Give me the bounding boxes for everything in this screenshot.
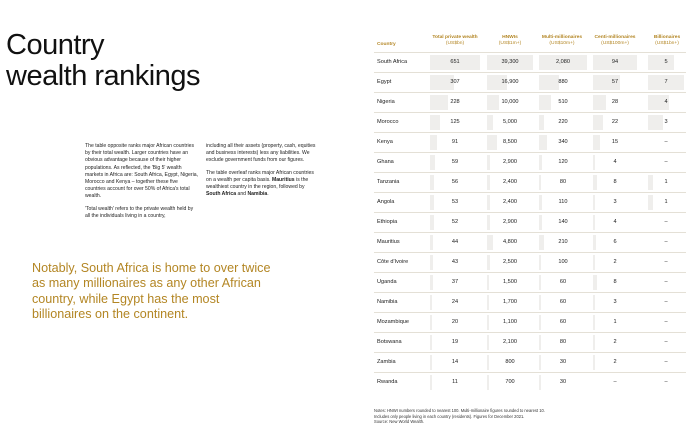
multi-value: 110	[558, 199, 568, 205]
multi-cell	[539, 253, 587, 272]
multi-bar	[539, 235, 544, 250]
hnwi-value: 4,800	[503, 239, 517, 245]
centi-cell	[593, 113, 637, 132]
total-bar	[430, 295, 432, 310]
centi-bar	[593, 175, 597, 190]
bil-bar	[648, 55, 674, 70]
multi-cell	[539, 373, 587, 392]
hnwi-bar	[487, 315, 489, 330]
bil-cell	[648, 133, 684, 152]
centi-bar	[593, 135, 600, 150]
centi-value: 4	[613, 159, 617, 165]
hnwi-cell	[487, 113, 533, 132]
bil-cell	[648, 373, 684, 392]
centi-value: 6	[613, 239, 617, 245]
hnwi-cell	[487, 173, 533, 192]
total-bar	[430, 335, 432, 350]
total-bar	[430, 355, 432, 370]
centi-value: 2	[613, 259, 617, 265]
multi-bar	[539, 335, 541, 350]
hnwi-bar	[487, 235, 493, 250]
bil-bar	[648, 175, 653, 190]
multi-value: 30	[559, 359, 567, 365]
hnwi-bar	[487, 195, 490, 210]
hnwi-value: 2,400	[503, 199, 517, 205]
centi-bar	[593, 215, 595, 230]
bil-cell	[648, 313, 684, 332]
country-name: Tanzania	[377, 179, 400, 185]
bil-value: –	[664, 239, 668, 245]
hnwi-bar	[487, 95, 499, 110]
bil-value: 1	[664, 179, 668, 185]
total-cell	[430, 213, 480, 232]
multi-bar	[539, 315, 541, 330]
centi-cell	[593, 333, 637, 352]
hnwi-value: 2,500	[503, 259, 517, 265]
hnwi-bar	[487, 295, 489, 310]
table-row	[374, 212, 686, 232]
centi-value: 3	[613, 199, 617, 205]
country-name: Mozambique	[377, 319, 410, 325]
bil-cell	[648, 253, 684, 272]
multi-value: 880	[558, 79, 568, 85]
hnwi-value: 700	[505, 379, 515, 385]
table-row	[374, 332, 686, 352]
total-cell	[430, 333, 480, 352]
country-name: Zambia	[377, 359, 396, 365]
centi-value: 8	[613, 279, 617, 285]
total-value: 37	[451, 279, 459, 285]
multi-value: 30	[559, 379, 567, 385]
hnwi-cell	[487, 333, 533, 352]
bil-value: –	[664, 299, 668, 305]
centi-cell	[593, 373, 637, 392]
centi-cell	[593, 93, 637, 112]
intro-paragraph: 'Total wealth' refers to the private wealth held by all the individuals living in a country,	[85, 205, 194, 219]
multi-value: 220	[558, 119, 568, 125]
hnwi-bar	[487, 215, 490, 230]
hnwi-bar	[487, 275, 489, 290]
total-cell	[430, 93, 480, 112]
total-bar	[430, 215, 434, 230]
intro-paragraph: The table opposite ranks major African countries by their total wealth. Larger countries have an obvious advantage because of their higher populations. As reflected, the 'Big 5' wealth markets in Africa are: South Africa, Egypt, Nigeria, Morocco and Kenya – together these five countries account for over 50% of Africa's total wealth.	[85, 143, 198, 200]
centi-cell	[593, 73, 637, 92]
hnwi-bar	[487, 115, 493, 130]
hnwi-value: 39,300	[501, 59, 519, 65]
total-cell	[430, 113, 480, 132]
multi-bar	[539, 95, 551, 110]
centi-value: 57	[611, 79, 619, 85]
multi-value: 80	[559, 339, 567, 345]
hnwi-cell	[487, 373, 533, 392]
total-bar	[430, 195, 434, 210]
country-name: Uganda	[377, 279, 397, 285]
multi-cell	[539, 73, 587, 92]
centi-cell	[593, 253, 637, 272]
centi-cell	[593, 173, 637, 192]
total-value: 651	[450, 59, 460, 65]
bil-cell	[648, 113, 684, 132]
bil-cell	[648, 233, 684, 252]
multi-bar	[539, 275, 541, 290]
table-row	[374, 272, 686, 292]
bil-bar	[648, 115, 663, 130]
intro-paragraph: The table overleaf ranks major African countries on a wealth per capita basis. Mauritius is the wealthiest country in the region, followed by South Africa and Namibia.	[206, 169, 314, 198]
bil-cell	[648, 173, 684, 192]
table-row	[374, 352, 686, 372]
total-cell	[430, 133, 480, 152]
total-value: 125	[450, 119, 460, 125]
country-name: Kenya	[377, 139, 393, 145]
bil-value: –	[664, 259, 668, 265]
country-name: Morocco	[377, 119, 399, 125]
total-bar	[430, 175, 434, 190]
hnwi-bar	[487, 375, 489, 390]
header-country: Country	[377, 42, 396, 47]
table-row	[374, 52, 686, 72]
country-name: Ethiopia	[377, 219, 398, 225]
hnwi-value: 800	[505, 359, 515, 365]
table-row	[374, 292, 686, 312]
total-bar	[430, 155, 435, 170]
bil-value: –	[664, 139, 668, 145]
multi-cell	[539, 173, 587, 192]
centi-value: –	[613, 379, 617, 385]
hnwi-value: 2,900	[503, 219, 517, 225]
multi-cell	[539, 273, 587, 292]
multi-value: 510	[558, 99, 568, 105]
hnwi-bar	[487, 335, 489, 350]
hnwi-bar	[487, 155, 490, 170]
total-value: 20	[451, 319, 459, 325]
multi-value: 2,080	[556, 59, 570, 65]
multi-bar	[539, 155, 542, 170]
hnwi-cell	[487, 273, 533, 292]
hnwi-value: 2,100	[503, 339, 517, 345]
total-cell	[430, 273, 480, 292]
total-value: 91	[451, 139, 459, 145]
hnwi-value: 8,500	[503, 139, 517, 145]
total-cell	[430, 293, 480, 312]
total-cell	[430, 153, 480, 172]
hnwi-value: 10,000	[501, 99, 519, 105]
multi-value: 60	[559, 319, 567, 325]
total-value: 19	[451, 339, 459, 345]
bil-cell	[648, 153, 684, 172]
bil-value: 4	[664, 99, 668, 105]
multi-value: 60	[559, 279, 567, 285]
bil-bar	[648, 195, 653, 210]
multi-bar	[539, 135, 547, 150]
hnwi-value: 1,100	[503, 319, 517, 325]
table-row	[374, 92, 686, 112]
table-row	[374, 192, 686, 212]
hnwi-bar	[487, 355, 489, 370]
multi-value: 60	[559, 299, 567, 305]
centi-cell	[593, 153, 637, 172]
centi-cell	[593, 273, 637, 292]
title-line-1: Country	[6, 29, 105, 61]
hnwi-cell	[487, 253, 533, 272]
bil-value: –	[664, 359, 668, 365]
bil-cell	[648, 73, 684, 92]
pull-quote: Notably, South Africa is home to over twice as many millionaires as any other African country, while Egypt has the most billionaires on the continent.	[32, 261, 271, 322]
bil-value: 5	[664, 59, 668, 65]
multi-bar	[539, 75, 559, 90]
country-name: Ghana	[377, 159, 394, 165]
bil-cell	[648, 333, 684, 352]
multi-value: 340	[558, 139, 568, 145]
country-name: Egypt	[377, 79, 392, 85]
total-cell	[430, 313, 480, 332]
country-name: Botswana	[377, 339, 402, 345]
header-billionaires: Billionaires (US$1bn+)	[653, 35, 681, 47]
bil-cell	[648, 53, 684, 72]
multi-value: 210	[558, 239, 568, 245]
table-row	[374, 372, 686, 392]
bil-cell	[648, 293, 684, 312]
hnwi-cell	[487, 93, 533, 112]
hnwi-cell	[487, 293, 533, 312]
header-hnwis: HNWIs (US$1m+)	[498, 35, 522, 47]
multi-cell	[539, 133, 587, 152]
total-value: 24	[451, 299, 459, 305]
total-value: 307	[450, 79, 460, 85]
table-header	[374, 35, 686, 52]
country-name: Mauritius	[377, 239, 400, 245]
table-row	[374, 312, 686, 332]
header-centi-millionaires: Centi-millionaires (US$100m+)	[594, 35, 636, 47]
multi-cell	[539, 53, 587, 72]
total-value: 56	[451, 179, 459, 185]
total-cell	[430, 73, 480, 92]
page-title	[6, 30, 200, 92]
multi-cell	[539, 213, 587, 232]
total-cell	[430, 193, 480, 212]
total-bar	[430, 375, 432, 390]
centi-bar	[593, 335, 595, 350]
note-line: Source: New World Wealth.	[374, 419, 425, 425]
multi-cell	[539, 333, 587, 352]
centi-bar	[593, 155, 595, 170]
centi-cell	[593, 293, 637, 312]
note-line: Includes only people living in each country (residents). Figures for December 2021.	[374, 413, 525, 419]
centi-value: 2	[613, 339, 617, 345]
total-value: 14	[451, 359, 459, 365]
multi-cell	[539, 313, 587, 332]
header-multi-millionaires: Multi-millionaires (US$10m+)	[541, 35, 583, 47]
bil-cell	[648, 273, 684, 292]
centi-value: 2	[613, 359, 617, 365]
centi-value: 28	[611, 99, 619, 105]
table-notes	[374, 408, 674, 425]
header-total-wealth: Total private wealth (US$bn)	[432, 35, 478, 47]
total-value: 52	[451, 219, 459, 225]
centi-cell	[593, 353, 637, 372]
country-name: Angola	[377, 199, 395, 205]
bil-value: –	[664, 279, 668, 285]
hnwi-bar	[487, 255, 490, 270]
multi-bar	[539, 355, 541, 370]
bil-value: –	[664, 379, 668, 385]
hnwi-value: 16,900	[501, 79, 519, 85]
multi-bar	[539, 375, 541, 390]
total-value: 59	[451, 159, 459, 165]
bil-value: –	[664, 219, 668, 225]
hnwi-bar	[487, 135, 497, 150]
note-line: Notes: HNWI numbers rounded to nearest 100. Multi-millionaire figures rounded to nearest 10.	[374, 408, 545, 413]
hnwi-value: 5,000	[503, 119, 517, 125]
total-bar	[430, 115, 440, 130]
multi-value: 140	[558, 219, 568, 225]
hnwi-cell	[487, 73, 533, 92]
country-name: Namibia	[377, 299, 398, 305]
multi-bar	[539, 255, 541, 270]
centi-bar	[593, 195, 595, 210]
total-cell	[430, 373, 480, 392]
multi-value: 80	[559, 179, 567, 185]
hnwi-cell	[487, 193, 533, 212]
centi-cell	[593, 313, 637, 332]
total-bar	[430, 315, 432, 330]
hnwi-cell	[487, 133, 533, 152]
centi-cell	[593, 233, 637, 252]
centi-value: 15	[611, 139, 619, 145]
total-value: 228	[450, 99, 460, 105]
total-bar	[430, 275, 433, 290]
hnwi-cell	[487, 153, 533, 172]
hnwi-cell	[487, 353, 533, 372]
total-bar	[430, 255, 433, 270]
multi-value: 120	[558, 159, 568, 165]
hnwi-cell	[487, 53, 533, 72]
total-value: 11	[452, 379, 458, 385]
total-bar	[430, 95, 448, 110]
centi-value: 22	[611, 119, 619, 125]
multi-cell	[539, 113, 587, 132]
centi-value: 1	[613, 319, 617, 325]
hnwi-value: 2,400	[503, 179, 517, 185]
centi-value: 4	[613, 219, 617, 225]
hnwi-bar	[487, 175, 490, 190]
bil-value: –	[664, 339, 668, 345]
hnwi-value: 2,900	[503, 159, 517, 165]
table-row	[374, 112, 686, 132]
hnwi-cell	[487, 233, 533, 252]
multi-bar	[539, 195, 542, 210]
centi-cell	[593, 133, 637, 152]
centi-value: 94	[611, 59, 619, 65]
multi-value: 100	[558, 259, 568, 265]
multi-cell	[539, 193, 587, 212]
multi-bar	[539, 295, 541, 310]
total-value: 44	[451, 239, 459, 245]
centi-bar	[593, 235, 596, 250]
total-cell	[430, 233, 480, 252]
centi-bar	[593, 115, 603, 130]
table-row	[374, 72, 686, 92]
centi-bar	[593, 315, 595, 330]
centi-cell	[593, 193, 637, 212]
multi-bar	[539, 215, 542, 230]
title-line-2: wealth rankings	[6, 60, 200, 92]
multi-cell	[539, 233, 587, 252]
bil-cell	[648, 353, 684, 372]
multi-cell	[539, 93, 587, 112]
bil-cell	[648, 93, 684, 112]
country-name: Nigeria	[377, 99, 395, 105]
country-name: South Africa	[377, 59, 408, 65]
country-name: Rwanda	[377, 379, 398, 385]
centi-bar	[593, 355, 595, 370]
hnwi-cell	[487, 313, 533, 332]
multi-cell	[539, 293, 587, 312]
total-cell	[430, 173, 480, 192]
intro-paragraph: including all their assets (property, cash, equities and business interests) less any liabilities. We exclude government funds from our figures.	[206, 143, 316, 164]
centi-bar	[593, 295, 595, 310]
bil-cell	[648, 213, 684, 232]
hnwi-cell	[487, 213, 533, 232]
centi-bar	[593, 275, 597, 290]
multi-bar	[539, 115, 544, 130]
intro-column-right	[206, 143, 319, 203]
total-bar	[430, 135, 437, 150]
centi-bar	[593, 255, 595, 270]
multi-bar	[539, 175, 541, 190]
hnwi-value: 1,500	[503, 279, 517, 285]
total-value: 43	[451, 259, 459, 265]
centi-cell	[593, 53, 637, 72]
centi-value: 8	[613, 179, 617, 185]
table-row	[374, 152, 686, 172]
bil-value: 7	[664, 79, 668, 85]
total-bar	[430, 235, 433, 250]
table-row	[374, 172, 686, 192]
bil-value: 1	[664, 199, 668, 205]
centi-value: 3	[613, 299, 617, 305]
table-row	[374, 252, 686, 272]
bil-cell	[648, 193, 684, 212]
table-row	[374, 132, 686, 152]
centi-cell	[593, 213, 637, 232]
table-row	[374, 232, 686, 252]
country-name: Côte d'Ivoire	[377, 259, 409, 265]
bil-value: –	[664, 159, 668, 165]
total-cell	[430, 53, 480, 72]
total-value: 53	[451, 199, 459, 205]
multi-cell	[539, 353, 587, 372]
total-cell	[430, 353, 480, 372]
multi-cell	[539, 153, 587, 172]
total-cell	[430, 253, 480, 272]
intro-column-left	[85, 143, 198, 225]
hnwi-value: 1,700	[503, 299, 517, 305]
centi-bar	[593, 95, 606, 110]
bil-value: 3	[664, 119, 668, 125]
bil-value: –	[664, 319, 668, 325]
